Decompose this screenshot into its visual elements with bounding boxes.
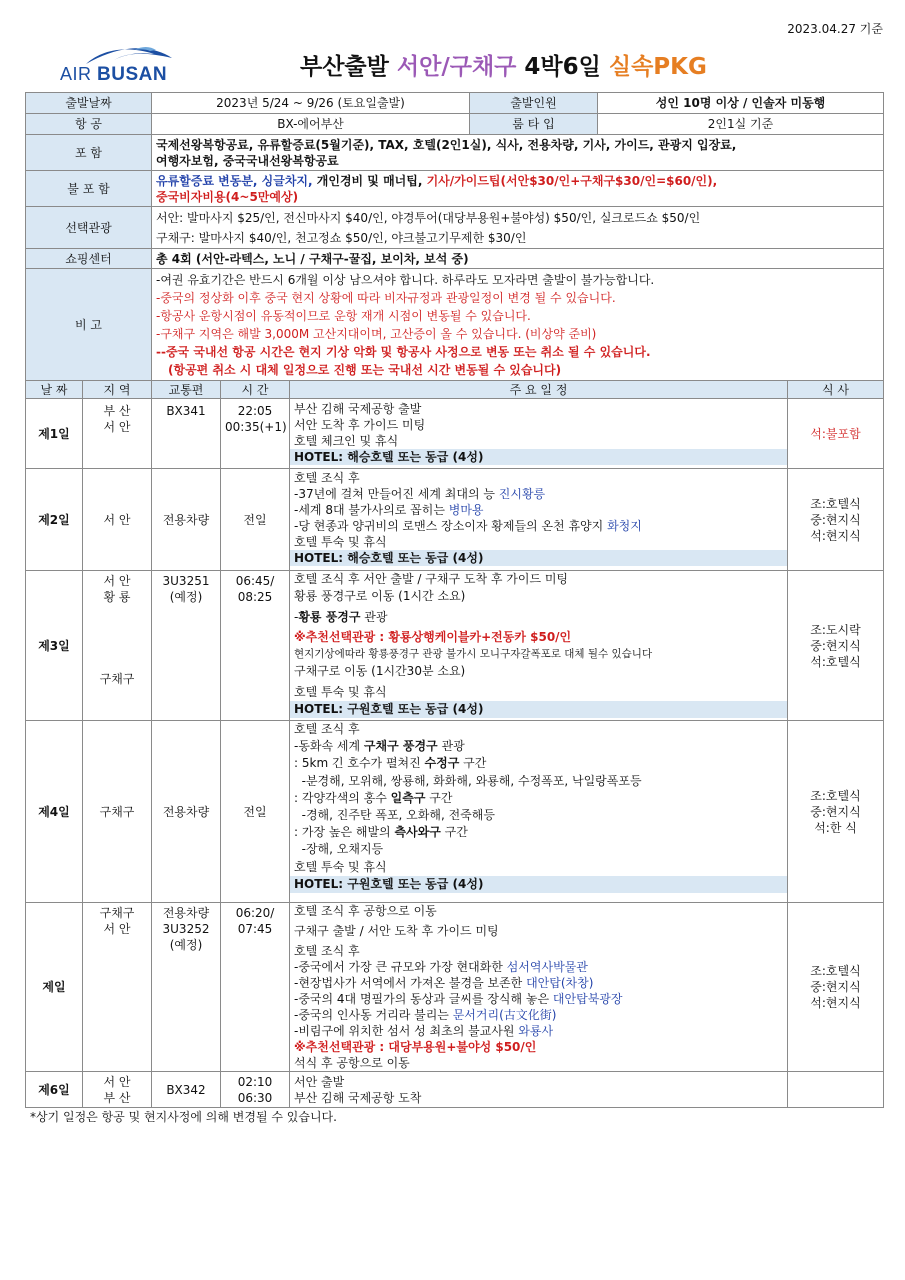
plan-text: - [294,610,299,624]
table-row [26,903,884,1072]
plan-text: 구간 [425,790,453,805]
plan-text: -세계 8대 불가사의로 꼽히는 [294,503,449,517]
shop-label: 쇼핑센터 [26,249,152,269]
transport: 전용차량 3U3252 (예정) [152,903,221,1072]
attraction: 진시황릉 [498,487,546,501]
include-line: 국제선왕복항공료, 유류할증료(5월기준), TAX, 호텔(2인1실), 식사, 전용차량, 기사, 가이드, 관광지 입장료, [156,137,737,152]
time: 02:10 06:30 [221,1072,290,1108]
optional-tour: ※추천선택관광 : 황룡상행케이블카+전동카 $50/인 [294,630,572,644]
plan-text: -중국에서 가장 큰 규모와 가장 현대화한 [294,960,507,974]
note-line: -여권 유효기간은 반드시 6개월 이상 남으셔야 합니다. 하루라도 모자라면 출발이 불가능합니다. [156,272,655,287]
airline-label: 항 공 [26,114,152,135]
option-line: 서안: 발마사지 $25/인, 전신마사지 $40/인, 야경투어(대당부용원+불야성) $50/인, 실크로드쇼 $50/인 [156,210,701,225]
plan-line: 부산 김해 국제공항 도착 [294,1090,422,1105]
plan-line [294,518,783,534]
attraction: 병마용 [448,503,484,517]
col-meal: 식 사 [788,381,884,399]
plan-line [294,975,783,991]
table-row [26,399,884,469]
plan-text: -당 현종과 양귀비의 로맨스 장소이자 황제들의 온천 휴양지 [294,519,608,533]
plan-line [294,959,783,975]
exclude-label: 불 포 함 [26,171,152,207]
optional-tour: ※추천선택관광 : 대당부용원+불야성 $50/인 [294,1040,537,1054]
room-value: 2인1실 기준 [598,114,884,135]
include-label: 포 함 [26,135,152,171]
plan-line [294,502,783,518]
plan-line: 서안 도착 후 가이드 미팅 [294,418,426,432]
plan-line: 석식 후 공항으로 이동 [294,1056,410,1070]
meal [788,1072,884,1108]
col-region: 지 역 [83,381,152,399]
plan-line: 호텔 체크인 및 휴식 [294,434,399,448]
col-transport: 교통편 [152,381,221,399]
plan-line: 호텔 조식 후 공항으로 이동 [294,904,437,918]
table-row [26,571,884,721]
plan-text: -37년에 걸쳐 만들어진 세계 최대의 능 [294,487,499,501]
attraction: 문서거리(古文化街) [452,1008,557,1022]
note-line: --중국 국내선 항공 시간은 현지 기상 악화 및 항공사 사정으로 변동 또는 취소 될 수 있습니다. [156,344,651,359]
day-label: 제1일 [26,399,83,469]
title-part1: 부산출발 [300,54,389,80]
plan-line: -경해, 진주탄 폭포, 오화해, 전죽해등 [294,808,495,823]
plan-line: 서안 출발 [294,1074,345,1089]
day-label: 제2일 [26,469,83,571]
time: 06:45/ 08:25 [221,571,290,721]
bird-icon [84,44,174,66]
attraction: 일측구 [390,790,426,805]
meal: 석:불포함 [788,399,884,469]
plan-line: 호텔 조식 후 서안 출발 / 구채구 도착 후 가이드 미팅 [294,572,569,586]
option-line: 구채구: 발마사지 $40/인, 천고정쇼 $50/인, 야크불고기무제한 $30/인 [156,230,527,245]
plan-text: 관광 [360,610,388,624]
transport: BX342 [152,1072,221,1108]
plan-text: 관광 [437,739,465,754]
time: 22:05 00:35(+1) [221,399,290,469]
depart-date-label: 출발날짜 [26,93,152,114]
plan [290,399,788,469]
region: 서 안 부 산 [83,1072,152,1108]
plan-text: -동화속 세계 [294,739,364,754]
air-busan-logo [60,44,178,86]
transport: 전용차량 [152,721,221,903]
plan-text: : 각양각색의 홍수 [294,790,391,805]
plan-text: 구간 [440,825,468,840]
attraction: 황룡 풍경구 [298,610,361,624]
plan-line: 황룡 풍경구로 이동 (1시간 소요) [294,589,466,603]
date-reference: 2023.04.27 기준 [787,22,883,36]
plan-text: -현장법사가 서역에서 가져온 불경을 보존한 [294,976,527,990]
transport: 전용차량 [152,469,221,571]
plan-line: 호텔 투숙 및 휴식 [294,859,387,874]
shop-value: 총 4회 (서안-라텍스, 노니 / 구채구-꿀집, 보이차, 보석 중) [152,249,884,269]
page-title [300,48,707,81]
exclude-blue: 유류할증료 변동분, 싱글차지, [156,173,313,188]
note-value [152,269,884,381]
table-row [26,1072,884,1108]
footnote: *상기 일정은 항공 및 현지사정에 의해 변경될 수 있습니다. [30,1110,337,1124]
region: 구채구 [83,721,152,903]
plan-text: -중국의 인사동 거리라 불리는 [294,1008,453,1022]
title-part3: 4박6일 [524,54,601,80]
region [83,571,152,721]
include-value [152,135,884,171]
plan-line [294,609,783,626]
plan-line: -장해, 오채지등 [294,842,384,857]
attraction: 화청지 [607,519,642,533]
plan-line [294,486,783,502]
exclude-value [152,171,884,207]
note-line: -구채구 지역은 해발 3,000M 고산지대이며, 고산증이 올 수 있습니다. (비상약 준비) [156,326,597,341]
transport: 3U3251 (예정) [152,571,221,721]
meal: 조:호텔식 중:현지식 석:현지식 [788,469,884,571]
hotel-line: HOTEL: 해승호텔 또는 동급 (4성) [290,550,787,566]
plan-line: 현지기상에따라 황룡풍경구 관광 불가시 모니구자갈폭포로 대체 될수 있습니다 [294,648,653,660]
plan-line: 호텔 투숙 및 휴식 [294,535,387,549]
time: 전일 [221,721,290,903]
plan-line [294,991,783,1007]
itinerary-table [25,92,884,1108]
hotel-line: HOTEL: 구원호텔 또는 동급 (4성) [290,701,787,718]
logo-busan: BUSAN [97,64,168,85]
attraction: 와룡사 [518,1024,554,1038]
note-label: 비 고 [26,269,152,381]
title-part4: 실속PKG [608,54,707,80]
time: 전일 [221,469,290,571]
plan-text: -비림구에 위치한 섬서 성 최초의 불교사원 [294,1024,519,1038]
meal: 조:호텔식 중:현지식 석:한 식 [788,721,884,903]
room-label: 룸 타 입 [470,114,598,135]
plan [290,1072,788,1108]
plan-line [294,824,783,841]
plan [290,721,788,903]
attraction: 대안탑북광장 [552,992,623,1006]
hotel-line: HOTEL: 구원호텔 또는 동급 (4성) [290,876,787,893]
plan-text: 구간 [459,756,487,771]
exclude-red: 기사/가이드팁(서안$30/인+구채구$30/인=$60/인), [426,173,718,188]
people-value: 성인 10명 이상 / 인솔자 미동행 [598,93,884,114]
schedule-header-row [26,381,884,399]
exclude-red2: 중국비자비용(4~5만예상) [156,189,299,204]
plan-text: : 가장 높은 해발의 [294,825,395,840]
plan [290,469,788,571]
region-bottom: 구채구 [99,672,135,686]
note-line: -중국의 정상화 이후 중국 현지 상황에 따라 비자규정과 관광일정이 변경 될 수 있습니다. [156,290,616,305]
time: 06:20/ 07:45 [221,903,290,1072]
transport: BX341 [152,399,221,469]
note-line: -항공사 운항시점이 유동적이므로 운항 재개 시점이 변동될 수 있습니다. [156,308,531,323]
plan-line [294,738,783,755]
col-time: 시 간 [221,381,290,399]
plan-line: 호텔 투숙 및 휴식 [294,685,387,699]
table-row [26,469,884,571]
airline-value: BX-에어부산 [152,114,470,135]
col-day: 날 짜 [26,381,83,399]
attraction: 섬서역사박물관 [506,960,588,974]
meal: 조:도시락 중:현지식 석:호텔식 [788,571,884,721]
plan-text: -중국의 4대 명필가의 동상과 글씨를 장식해 놓은 [294,992,553,1006]
option-value [152,207,884,249]
depart-date-value: 2023년 5/24 ~ 9/26 (토요일출발) [152,93,470,114]
plan-line [294,790,783,807]
logo-air: AIR [60,64,92,84]
attraction: 수정구 [424,756,460,771]
people-label: 출발인원 [470,93,598,114]
plan-line: 부산 김해 국제공항 출발 [294,402,422,416]
table-row [26,721,884,903]
day-label: 제4일 [26,721,83,903]
day-label: 제6일 [26,1072,83,1108]
region-top: 서 안 황 룡 [103,574,131,604]
plan [290,903,788,1072]
plan-line: 호텔 조식 후 [294,471,360,485]
day-label: 제일 [26,903,83,1072]
plan [290,571,788,721]
plan-line: 구채구로 이동 (1시간30분 소요) [294,664,466,678]
title-part2: 서안/구채구 [396,54,517,80]
plan-line [294,1023,783,1039]
region: 부 산 서 안 [83,399,152,469]
plan-line [294,755,783,772]
plan-line: 호텔 조식 후 [294,944,360,958]
plan-line: 호텔 조식 후 [294,722,360,736]
plan-line: 구채구 출발 / 서안 도착 후 가이드 미팅 [294,924,499,938]
plan-text: : 5km 긴 호수가 펼쳐진 [294,756,425,771]
col-plan: 주 요 일 정 [290,381,788,399]
hotel-line: HOTEL: 해승호텔 또는 동급 (4성) [290,449,787,465]
plan-line: -분경해, 모위해, 쌍룡해, 화화해, 와룡해, 수정폭포, 낙일랑폭포등 [294,773,642,788]
attraction: 구채구 풍경구 [363,739,438,754]
plan-line [294,1007,783,1023]
include-line: 여행자보험, 중국국내선왕복항공료 [156,153,339,168]
region: 서 안 [83,469,152,571]
option-label: 선택관광 [26,207,152,249]
attraction: 측사와구 [394,825,441,840]
day-label: 제3일 [26,571,83,721]
exclude-black: 개인경비 및 매너팁, [312,173,427,188]
region: 구채구 서 안 [83,903,152,1072]
meal: 조:호텔식 중:현지식 석:현지식 [788,903,884,1072]
attraction: 대안탑(차창) [526,976,594,990]
note-line: (항공편 취소 시 대체 일정으로 진행 또는 국내선 시간 변동될 수 있습니다) [168,362,562,377]
